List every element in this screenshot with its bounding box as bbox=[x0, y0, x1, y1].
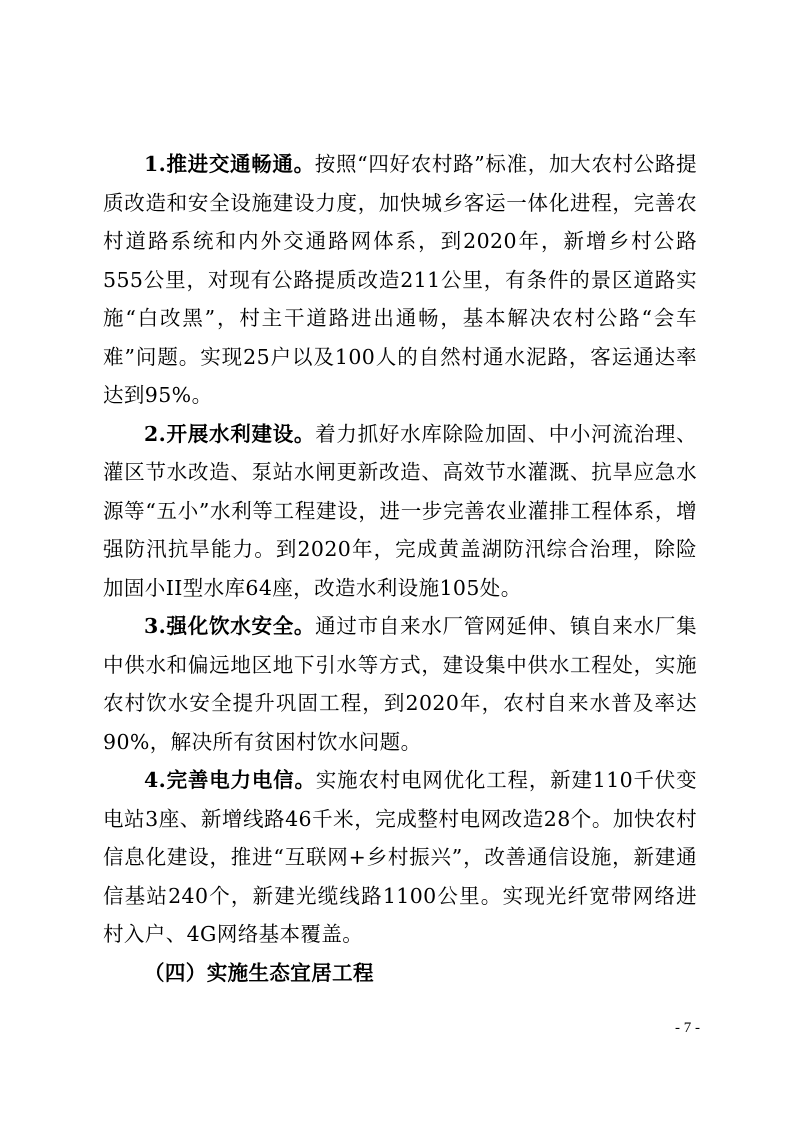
paragraph-body: 着力抓好水库除险加固、中小河流治理、灌区节水改造、泵站水闸更新改造、高效节水灌溉、抗旱应急水源等“五小”水利等工程建设，进一步完善农业灌排工程体系，增强防汛抗旱能力。到2020年，完成黄盖湖防汛综合治理，除险加固小II型水库64座，改造水利设施105处。 bbox=[103, 421, 697, 600]
page-number: - 7 - bbox=[675, 1020, 700, 1036]
paragraph-body: 实施农村电网优化工程，新建110千伏变电站3座、新增线路46千米，完成整村电网改造28个。加快农村信息化建设，推进“互联网+乡村振兴”，改善通信设施，新建通信基站240个，新建光缆线路1100公里。实现光纤宽带网络进村入户、4G网络基本覆盖。 bbox=[103, 768, 697, 946]
paragraph-body: 通过市自来水厂管网延伸、镇自来水厂集中供水和偏远地区地下引水等方式，建设集中供水工程处，实施农村饮水安全提升巩固工程，到2020年，农村自来水普及率达90%，解决所有贫困村饮水问题。 bbox=[103, 614, 697, 754]
paragraph-lead: 1.推进交通畅通。 bbox=[144, 152, 315, 176]
paragraph-lead: 2.开展水利建设。 bbox=[144, 421, 316, 446]
paragraph-transport bbox=[103, 145, 697, 415]
page-content bbox=[103, 145, 697, 992]
paragraph-power-telecom bbox=[103, 761, 697, 954]
section-heading: （四）实施生态宜居工程 bbox=[144, 960, 374, 985]
paragraph-body: 按照“四好农村路”标准，加大农村公路提质改造和安全设施建设力度，加快城乡客运一体化进程，完善农村道路系统和内外交通路网体系，到2020年，新增乡村公路555公里，对现有公路提质改造211公里，有条件的景区道路实施“白改黑”，村主干道路进出通畅，基本解决农村公路“会车难”问题。实现25户以及100人的自然村通水泥路，客运通达率达到95%。 bbox=[103, 152, 697, 407]
paragraph-water-conservancy bbox=[103, 415, 697, 608]
paragraph-drinking-water bbox=[103, 607, 697, 761]
paragraph-lead: 3.强化饮水安全。 bbox=[144, 614, 316, 638]
paragraph-lead: 4.完善电力电信。 bbox=[144, 768, 316, 792]
